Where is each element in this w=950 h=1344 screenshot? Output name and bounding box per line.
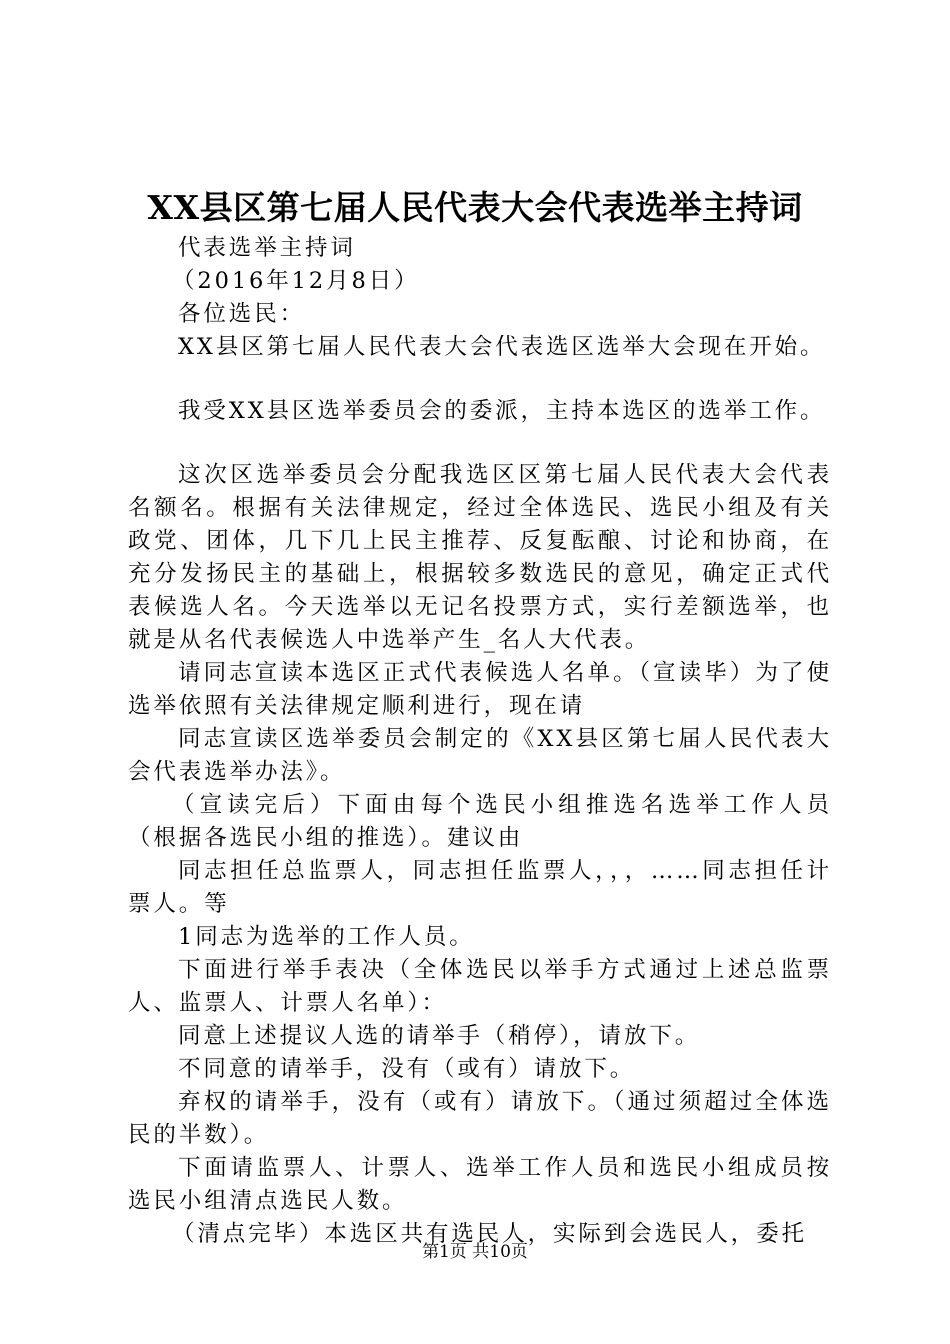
paragraph-date: （2016年12月8日） <box>172 268 420 294</box>
paragraph-monitors: 同志担任总监票人，同志担任监票人，，，……同志担任计票人。等 <box>128 858 832 917</box>
paragraph-vote: 下面进行举手表决（全体选民以举手方式通过上述总监票人、监票人、计票人名单）： <box>128 957 832 1016</box>
paragraph-staff: 1同志为选举的工作人员。 <box>178 924 475 950</box>
document-title: XX县区第七届人民代表大会代表选举主持词 <box>147 188 803 227</box>
page-number: 第1页 共10页 <box>422 1242 528 1262</box>
paragraph-staff-election: （宣读完后）下面由每个选民小组推选名选举工作人员（根据各选民小组的推选）。建议由 <box>128 792 832 851</box>
paragraph-candidates: 请同志宣读本选区正式代表候选人名单。（宣读毕）为了使选举依照有关法律规定顺利进行，现在请 <box>128 660 832 719</box>
paragraph-greeting: 各位选民： <box>178 301 306 327</box>
paragraph-agree: 同意上述提议人选的请举手（稍停），请放下。 <box>178 1023 701 1049</box>
paragraph-subtitle: 代表选举主持词 <box>178 235 356 261</box>
paragraph-count-result: （清点完毕）本选区共有选民人，实际到会选民人，委托 <box>172 1221 808 1247</box>
paragraph-abstain: 弃权的请举手，没有（或有）请放下。（通过须超过全体选民的半数）。 <box>128 1089 832 1148</box>
document-body <box>128 232 832 1251</box>
paragraph-opening: XX县区第七届人民代表大会代表选区选举大会现在开始。 <box>178 334 826 360</box>
paragraph-commission: 我受XX县区选举委员会的委派，主持本选区的选举工作。 <box>178 398 826 424</box>
paragraph-count: 下面请监票人、计票人、选举工作人员和选民小组成员按选民小组清点选民人数。 <box>128 1155 832 1214</box>
paragraph-rules: 同志宣读区选举委员会制定的《XX县区第七届人民代表大会代表选举办法》。 <box>128 726 832 785</box>
paragraph-quota: 这次区选举委员会分配我选区区第七届人民代表大会代表名额名。根据有关法律规定，经过全体选民、选民小组及有关政党、团体，几下几上民主推荐、反复酝酿、讨论和协商，在充分发扬民主的基础上，根据较多数选民的意见，确定正式代表候选人名。今天选举以无记名投票方式，实行差额选举，也就是从名代表候选人中选举产生_名人大代表。 <box>128 462 832 653</box>
paragraph-disagree: 不同意的请举手，没有（或有）请放下。 <box>178 1056 636 1082</box>
